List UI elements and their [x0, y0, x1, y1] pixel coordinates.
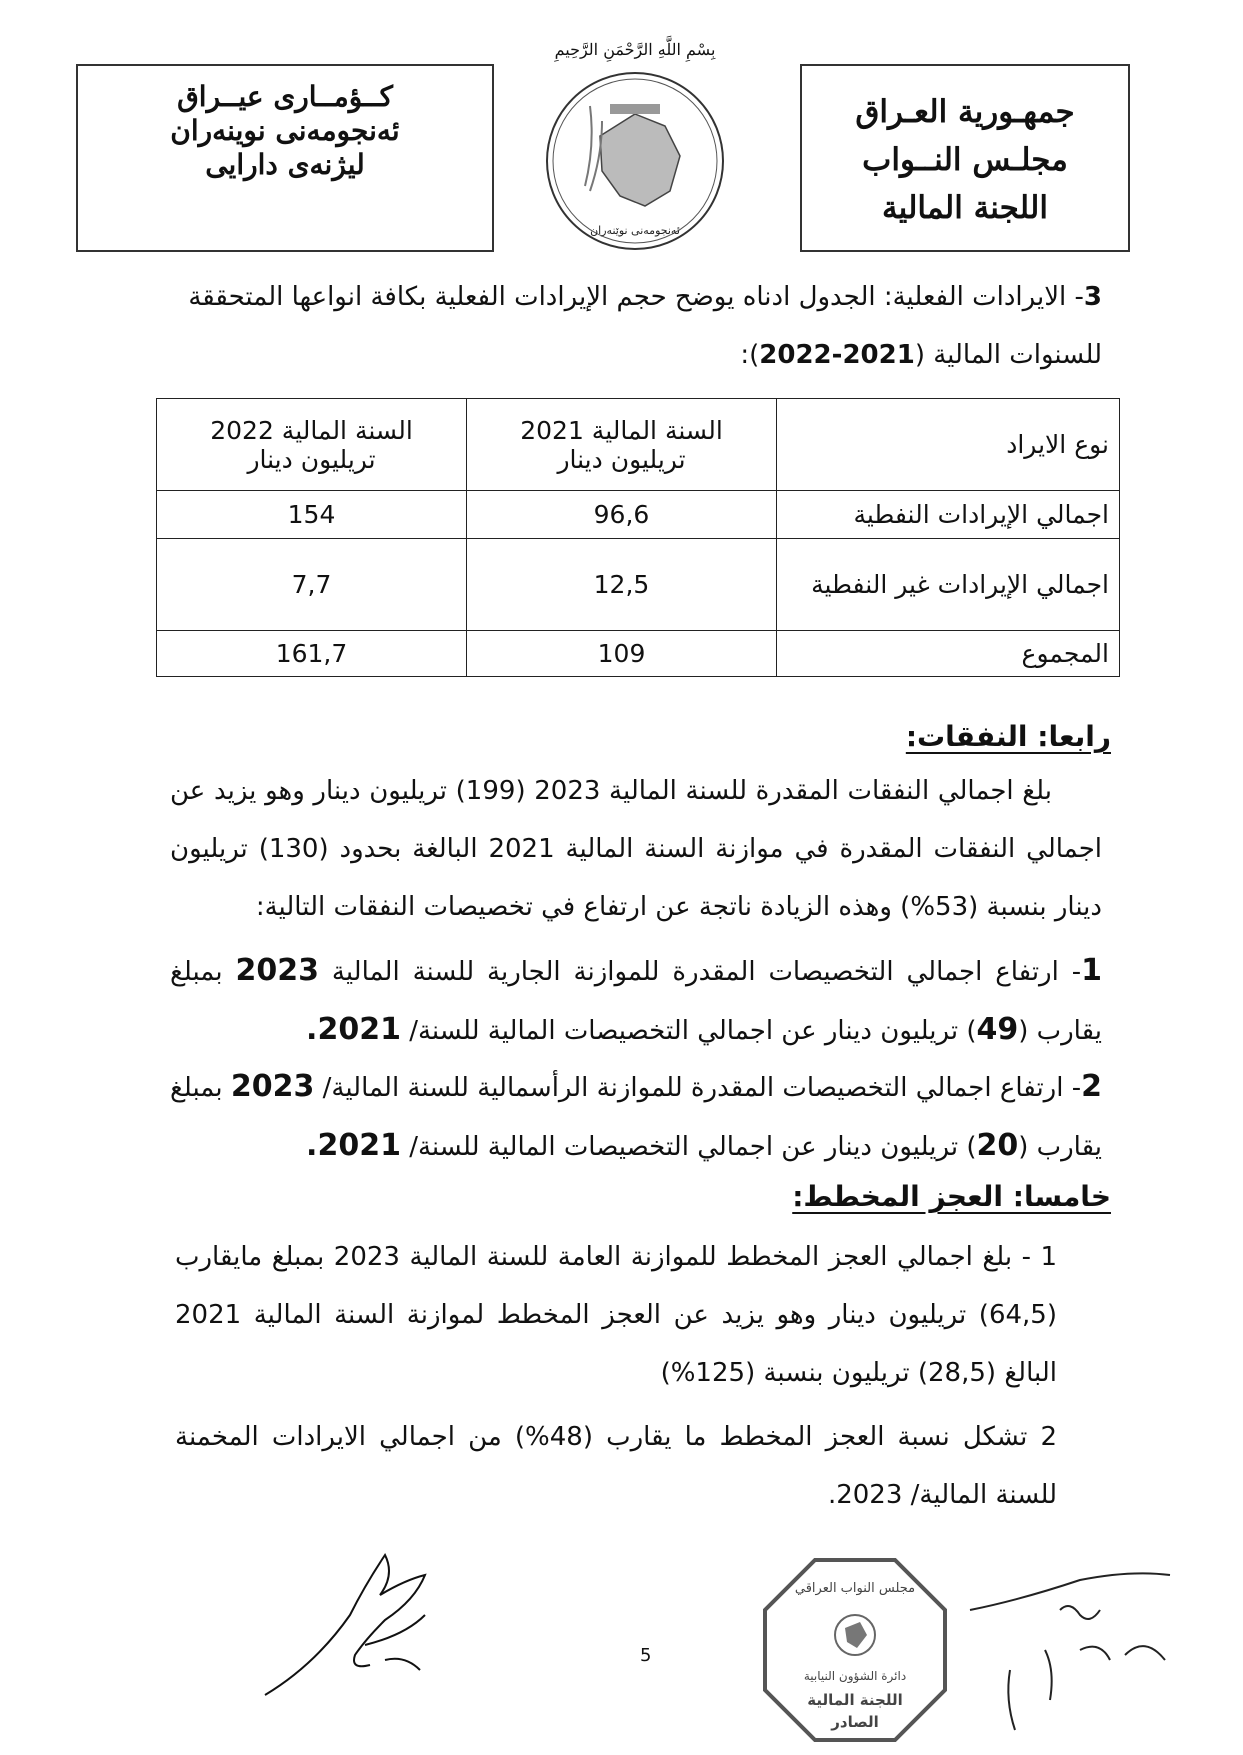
- row-label: اجمالي الإيرادات غير النفطية: [777, 539, 1120, 631]
- expenses-item-1: 1- ارتفاع اجمالي التخصيصات المقدرة للموازنة الجارية للسنة المالية 2023 بمبلغ يقارب (49) تريليون دينار عن اجمالي التخصيصات المالية للسنة/ 2021.: [170, 953, 1103, 1047]
- expenses-heading: رابعا: النفقات:: [905, 720, 1111, 753]
- header-country: جمهـورية العـراق: [855, 94, 1075, 130]
- header-council: مجلـس النــواب: [862, 142, 1068, 178]
- section3-number: 3: [1083, 282, 1102, 312]
- row-value-2022: 7,7: [157, 539, 467, 631]
- header-year-2022: السنة المالية 2022 تريليون دينار: [157, 399, 467, 491]
- row-value-2021: 12,5: [467, 539, 777, 631]
- stamp-bottom-text: اللجنة المالية: [807, 1691, 903, 1709]
- page-number: 5: [640, 1645, 652, 1666]
- parliament-emblem: [540, 66, 730, 256]
- header-left-box: [76, 64, 494, 252]
- bismillah: بِسْمِ اللَّهِ الرَّحْمَنِ الرَّحِيمِ: [554, 40, 716, 59]
- deficit-item-2: 2 تشكل نسبة العجز المخطط ما يقارب (48%) من اجمالي الايرادات المخمنة للسنة المالية/ 2023.: [175, 1422, 1057, 1510]
- deficit-heading: خامسا: العجز المخطط:: [792, 1180, 1111, 1213]
- header-right-box: [800, 64, 1130, 252]
- table-header-row: [157, 399, 1120, 491]
- signature-right: [960, 1570, 1190, 1740]
- header-year-2021: السنة المالية 2021 تريليون دينار: [467, 399, 777, 491]
- row-value-2022: 154: [157, 491, 467, 539]
- table-row: [157, 491, 1120, 539]
- header-kurdish-council: ئەنجومەنى نوينەران: [170, 114, 400, 147]
- expenses-paragraph: بلغ اجمالي النفقات المقدرة للسنة المالية 2023 (199) تريليون دينار وهو يزيد عن اجمالي النفقات المقدرة في موازنة السنة المالية 2021 البالغة بحدود (130) تريليون دينار بنسبة (53%) وهذه الزيادة ناتجة عن ارتفاع في تخصيصات النفقات التالية:: [170, 776, 1102, 922]
- header-kurdish-committee: ليژنەى دارايى: [205, 148, 365, 181]
- stamp-issued-text: الصادر: [831, 1713, 879, 1731]
- table-row: [157, 631, 1120, 677]
- row-label: اجمالي الإيرادات النفطية: [777, 491, 1120, 539]
- section3-line1: 3- الايرادات الفعلية: الجدول ادناه يوضح حجم الإيرادات الفعلية بكافة انواعها المتحققة: [188, 282, 1102, 312]
- official-stamp: [755, 1550, 955, 1750]
- stamp-mid-text: دائرة الشؤون النيابية: [803, 1669, 907, 1683]
- stamp-top-text: مجلس النواب العراقي: [794, 1581, 916, 1596]
- revenue-table: [156, 398, 1120, 677]
- section3-line2: للسنوات المالية (2021-2022):: [740, 340, 1102, 370]
- iraq-map-icon: [845, 1622, 867, 1648]
- expenses-item-2: 2- ارتفاع اجمالي التخصيصات المقدرة للموازنة الرأسمالية للسنة المالية/ 2023 بمبلغ يقارب (20) تريليون دينار عن اجمالي التخصيصات المالية للسنة/ 2021.: [170, 1069, 1102, 1163]
- row-label: المجموع: [777, 631, 1120, 677]
- emblem-caption: ئەنجومەنی نوێنەران: [590, 224, 680, 237]
- row-value-2021: 96,6: [467, 491, 777, 539]
- row-value-2021: 109: [467, 631, 777, 677]
- header-kurdish-country: كــؤمــارى عيــراق: [177, 80, 393, 113]
- header-revenue-type: نوع الايراد: [777, 399, 1120, 491]
- header-committee: اللجنة المالية: [882, 190, 1048, 226]
- row-value-2022: 161,7: [157, 631, 467, 677]
- table-row: [157, 539, 1120, 631]
- iraq-map-icon: [600, 114, 680, 206]
- deficit-item-1: 1 - بلغ اجمالي العجز المخطط للموازنة العامة للسنة المالية 2023 بمبلغ مايقارب (64,5) تريليون دينار وهو يزيد عن العجز المخطط لموازنة السنة المالية 2021 البالغ (28,5) تريليون بنسبة (125%): [175, 1242, 1058, 1388]
- signature-left: [255, 1545, 485, 1705]
